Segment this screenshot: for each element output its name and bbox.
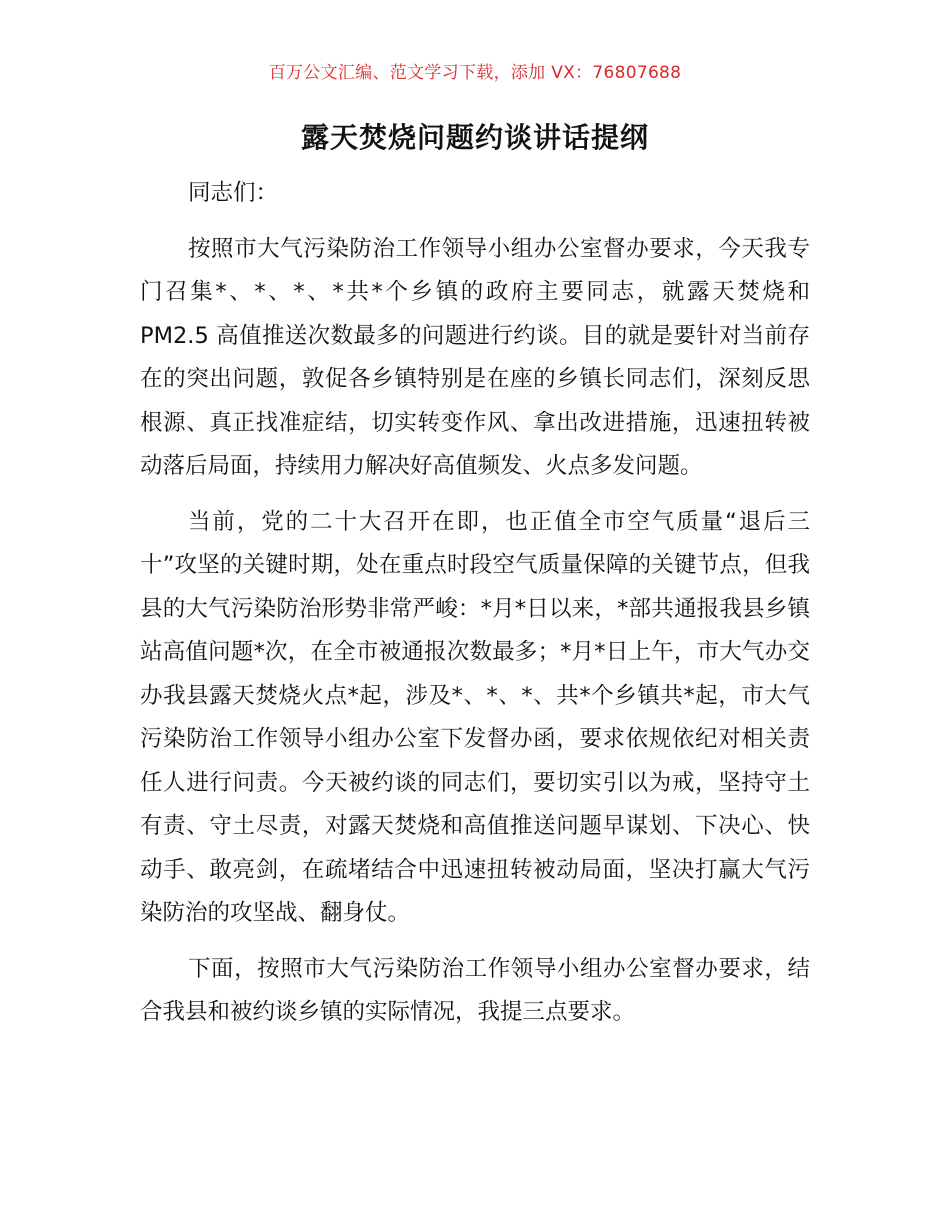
paragraph-3: 下面，按照市大气污染防治工作领导小组办公室督办要求，结合我县和被约谈乡镇的实际情况，我提三点要求。	[140, 955, 810, 1025]
document-title: 露天焚烧问题约谈讲话提纲	[300, 121, 649, 154]
salutation: 同志们：	[188, 180, 279, 206]
paragraph-2: 当前，党的二十大召开在即，也正值全市空气质量“退后三十”攻坚的关键时期，处在重点时段空气质量保障的关键节点，但我县的大气污染防治形势非常严峻：*月*日以来，*部共通报我县乡镇站高值问题*次，在全市被通报次数最多；*月*日上午，市大气办交办我县露天焚烧火点*起，涉及*、*、*、共*个乡镇共*起，市大气污染防治工作领导小组办公室下发督办函，要求依规依纪对相关责任人进行问责。今天被约谈的同志们，要切实引以为戒，坚持守土有责、守土尽责，对露天焚烧和高值推送问题早谋划、下决心、快动手、敢亮剑，在疏堵结合中迅速扭转被动局面，坚决打赢大气污染防治的攻坚战、翻身仗。	[140, 508, 810, 926]
paragraph-1: 按照市大气污染防治工作领导小组办公室督办要求，今天我专门召集*、*、*、*共*个乡镇的政府主要同志，就露天焚烧和 PM2.5 高值推送次数最多的问题进行约谈。目的就是要针对当前存在的突出问题，敦促各乡镇特别是在座的乡镇长同志们，深刻反思根源、真正找准症结，切实转变作风、拿出改进措施，迅速扭转被动落后局面，持续用力解决好高值频发、火点多发问题。	[140, 235, 810, 479]
document-body	[140, 172, 810, 1047]
promo-banner: 百万公文汇编、范文学习下载，添加 VX：76807688	[268, 63, 682, 83]
